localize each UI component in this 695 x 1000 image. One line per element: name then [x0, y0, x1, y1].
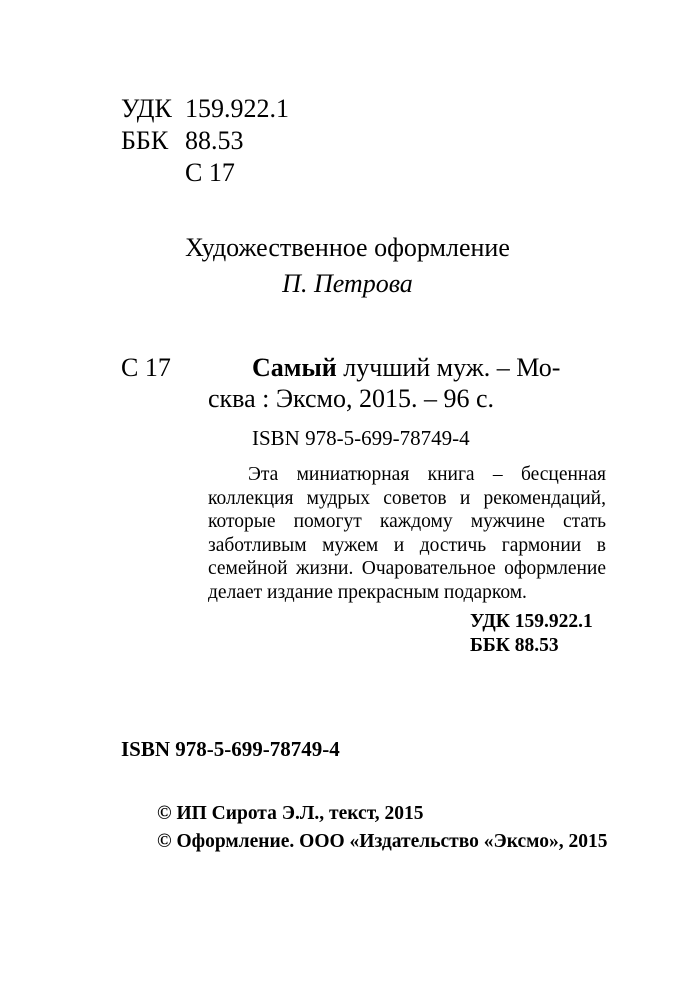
- classification-block: [121, 93, 289, 189]
- bbk-line: [121, 125, 289, 157]
- design-credit-artist: П. Петрова: [282, 269, 413, 298]
- design-credit: [0, 230, 695, 302]
- entry-line-2: сква : Эксмо, 2015. – 96 с.: [208, 384, 495, 413]
- isbn-bold: ISBN 978-5-699-78749-4: [121, 737, 340, 761]
- entry-line-1-rest: лучший муж. – Мо-: [336, 353, 561, 382]
- design-credit-label: Художественное оформление: [185, 233, 510, 262]
- copyright-line-1: © ИП Сирота Э.Л., текст, 2015: [157, 803, 424, 824]
- bbk-value: 88.53: [185, 126, 244, 155]
- annotation-text: Эта миниатюрная книга – бесценная коллекция мудрых советов и рекомендаций, которые помогут каждому мужчине стать заботливым мужем и достичь гармонии в семейной жизни. Очаровательное оформление делает издание прекрасным подарком.: [208, 464, 606, 603]
- bbk-label: ББК: [121, 126, 169, 155]
- codes-bold-block: [470, 610, 593, 658]
- entry-author-mark: С 17: [121, 353, 171, 382]
- udk-line: [121, 93, 289, 125]
- entry-line-1: [252, 352, 560, 384]
- entry-title-bold: Самый: [252, 353, 337, 382]
- bbk-bold: ББК 88.53: [470, 635, 559, 656]
- udk-bold: УДК 159.922.1: [470, 611, 593, 632]
- copyright-block: [157, 800, 607, 856]
- udk-value: 159.922.1: [185, 94, 289, 123]
- copyright-line-2: © Оформление. ООО «Издательство «Эксмо», 2015: [157, 831, 608, 852]
- entry-isbn: ISBN 978-5-699-78749-4: [252, 426, 470, 450]
- author-mark: С 17: [185, 158, 235, 187]
- udk-label: УДК: [121, 94, 172, 123]
- author-mark-line: [121, 157, 289, 189]
